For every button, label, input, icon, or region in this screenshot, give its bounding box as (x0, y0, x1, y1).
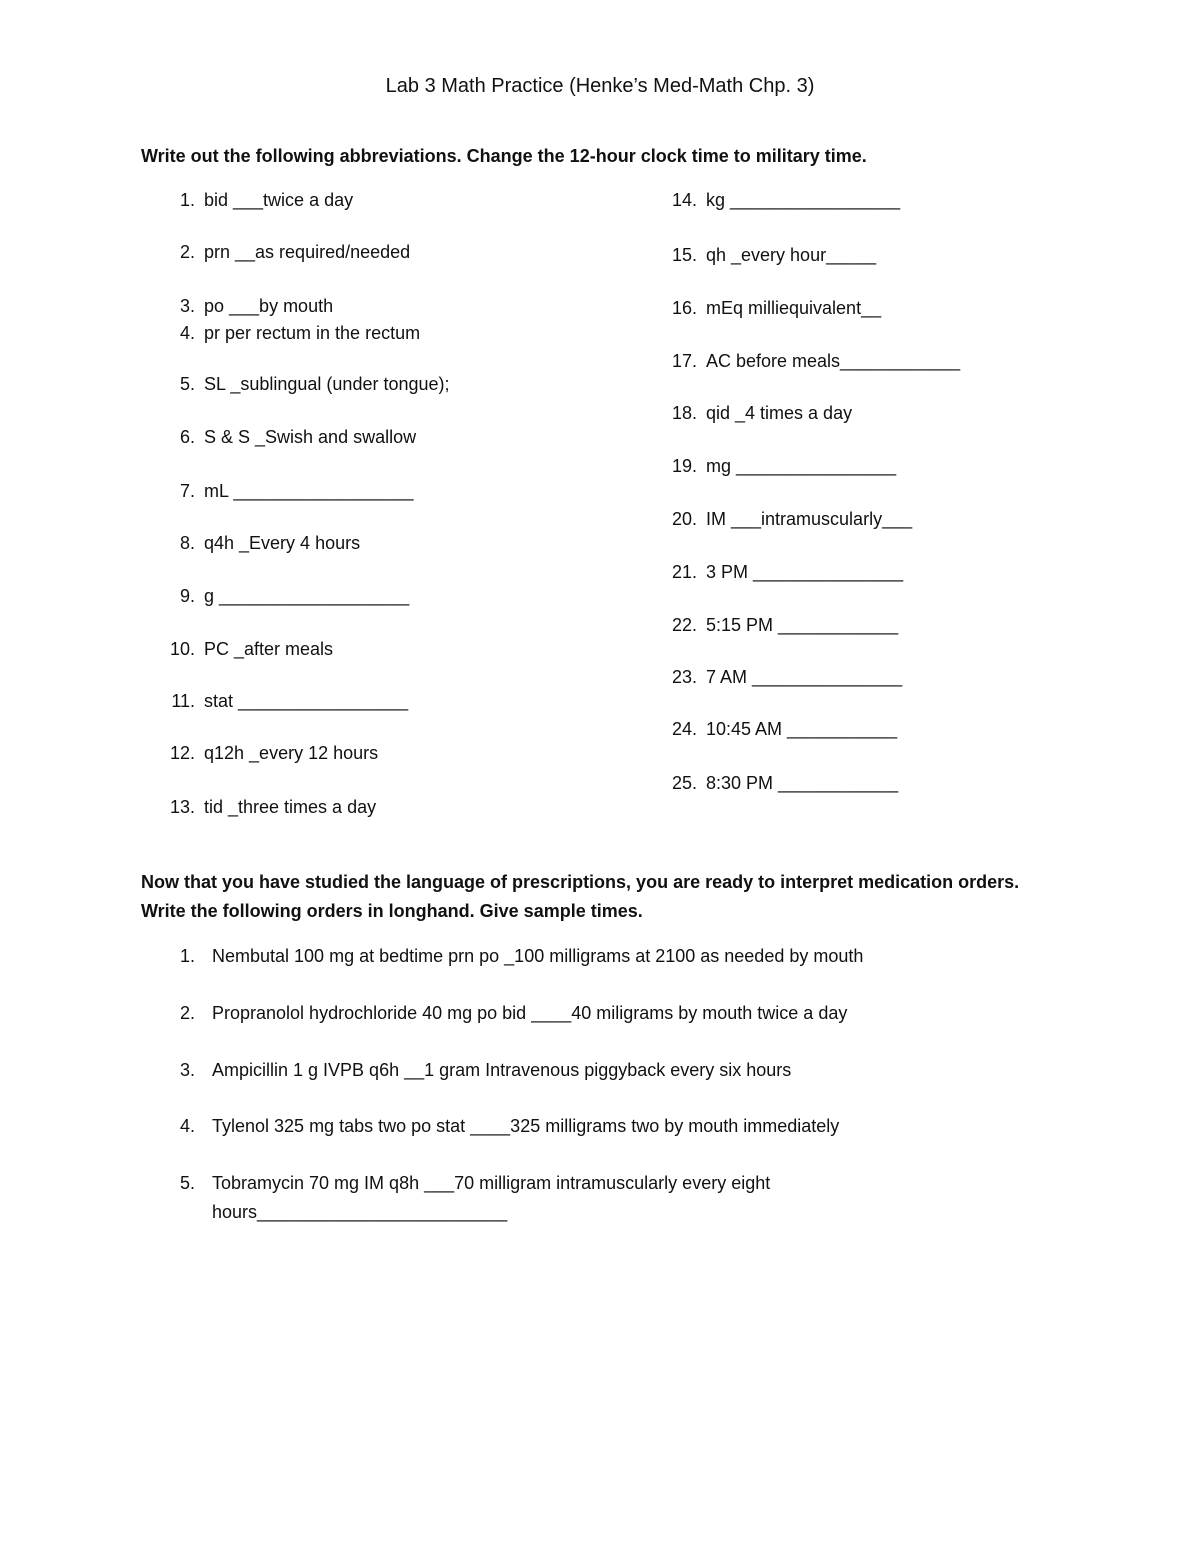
order-number: 5. (179, 1173, 195, 1193)
order-text: Propranolol hydrochloride 40 mg po bid ____40 miligrams by mouth twice a day (212, 1003, 848, 1023)
order-text: Nembutal 100 mg at bedtime prn po _100 milligrams at 2100 as needed by mouth (212, 946, 864, 966)
page-title: Lab 3 Math Practice (Henke’s Med-Math Chp. 3) (385, 75, 815, 97)
item-text: tid _three times a day (204, 797, 377, 817)
item-text: 7 AM _______________ (706, 667, 903, 687)
order-number: 3. (179, 1060, 195, 1080)
item-number: 14. (671, 190, 697, 210)
item-text: q12h _every 12 hours (204, 743, 379, 763)
item-number: 3. (179, 296, 195, 316)
item-text: 5:15 PM ____________ (706, 615, 899, 635)
item-text: 8:30 PM ____________ (706, 773, 899, 793)
item-text: mEq milliequivalent__ (706, 298, 882, 318)
item-number: 17. (671, 351, 697, 371)
order-text: Tobramycin 70 mg IM q8h ___70 milligram intramuscularly every eight hours_________________________ (212, 1173, 771, 1222)
item-number: 5. (179, 374, 195, 394)
item-number: 24. (671, 719, 697, 739)
item-text: 3 PM _______________ (706, 562, 904, 582)
item-number: 21. (671, 562, 697, 582)
item-number: 19. (671, 456, 697, 476)
item-number: 23. (671, 667, 697, 687)
section-heading-orders: Now that you have studied the language of prescriptions, you are ready to interpret medication orders. Write the following orders in longhand. Give sample times. (141, 872, 1020, 921)
order-item (169, 1169, 809, 1227)
order-text: Tylenol 325 mg tabs two po stat ____325 milligrams two by mouth immediately (212, 1116, 840, 1136)
item-text: S & S _Swish and swallow (204, 427, 417, 447)
item-number: 13. (169, 797, 195, 817)
item-text: IM ___intramuscularly___ (706, 509, 913, 529)
item-number: 1. (179, 190, 195, 210)
item-text: PC _after meals (204, 639, 334, 659)
item-text: g ___________________ (204, 586, 410, 606)
item-number: 2. (179, 242, 195, 262)
item-number: 22. (671, 615, 697, 635)
item-number: 10. (169, 639, 195, 659)
item-number: 25. (671, 773, 697, 793)
order-number: 1. (179, 946, 195, 966)
item-text: 10:45 AM ___________ (706, 719, 898, 739)
section-heading-abbreviations: Write out the following abbreviations. Change the 12-hour clock time to military time. (141, 146, 867, 166)
item-text: q4h _Every 4 hours (204, 533, 361, 553)
item-number: 12. (169, 743, 195, 763)
item-number: 4. (179, 323, 195, 343)
item-text: mL __________________ (204, 481, 414, 501)
item-text: po ___by mouth (204, 296, 334, 316)
item-number: 16. (671, 298, 697, 318)
item-number: 9. (179, 586, 195, 606)
order-number: 4. (179, 1116, 195, 1136)
item-text: prn __as required/needed (204, 242, 411, 262)
item-text: stat _________________ (204, 691, 409, 711)
order-item (169, 1112, 949, 1141)
item-text: qid _4 times a day (706, 403, 853, 423)
item-number: 20. (671, 509, 697, 529)
item-text: kg _________________ (706, 190, 901, 210)
order-text: Ampicillin 1 g IVPB q6h __1 gram Intravenous piggyback every six hours (212, 1060, 792, 1080)
item-number: 15. (671, 245, 697, 265)
item-number: 8. (179, 533, 195, 553)
item-number: 18. (671, 403, 697, 423)
item-text: SL _sublingual (under tongue); (204, 374, 450, 394)
item-number: 11. (171, 691, 195, 711)
item-text: qh _every hour_____ (706, 245, 877, 265)
item-text: AC before meals____________ (706, 351, 961, 371)
order-item (169, 1056, 949, 1085)
order-number: 2. (179, 1003, 195, 1023)
item-text: bid ___twice a day (204, 190, 354, 210)
item-number: 6. (179, 427, 195, 447)
order-item (169, 942, 949, 971)
item-number: 7. (179, 481, 195, 501)
order-item (169, 999, 949, 1028)
item-text: pr per rectum in the rectum (204, 323, 421, 343)
item-text: mg ________________ (706, 456, 897, 476)
